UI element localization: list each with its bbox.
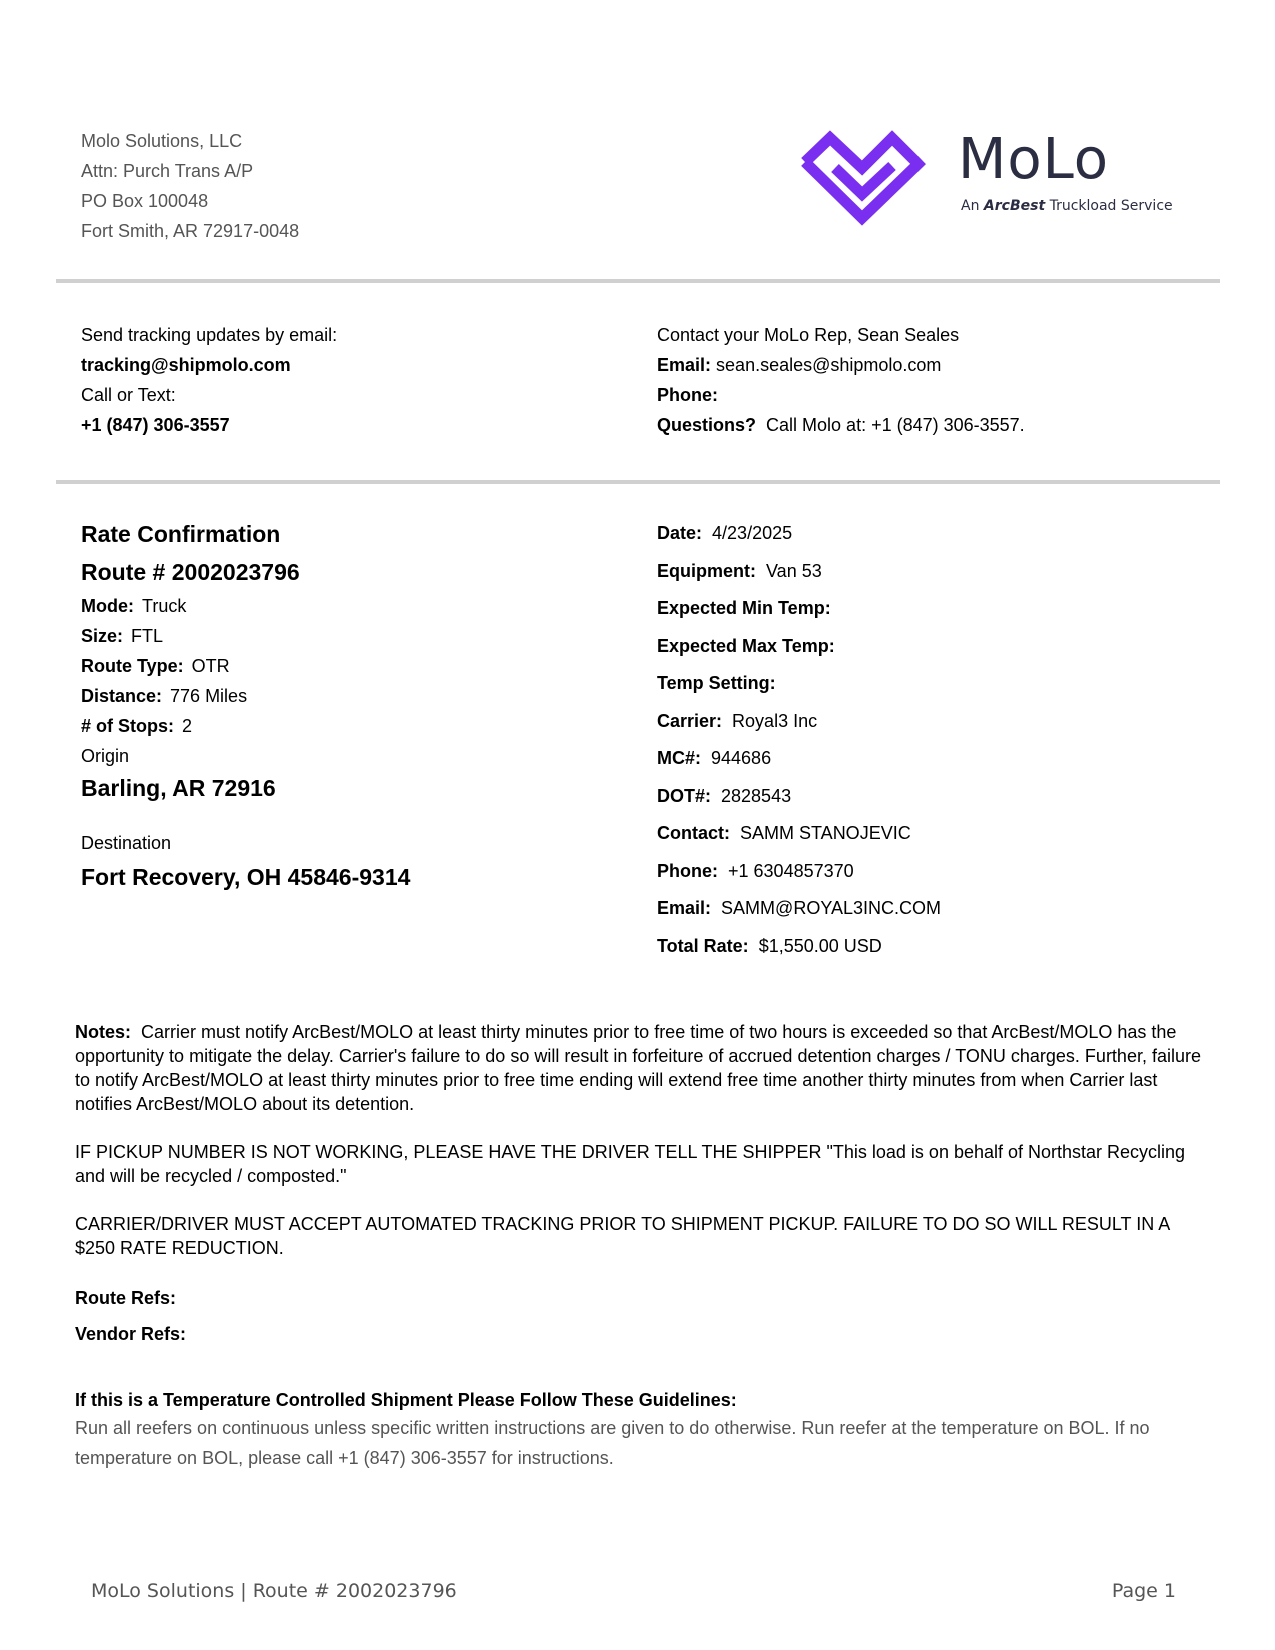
stops-label: # of Stops: <box>81 716 174 736</box>
stops-row <box>81 711 410 741</box>
rep-email-label: Email: <box>657 355 712 375</box>
rep-email[interactable]: sean.seales@shipmolo.com <box>716 355 942 375</box>
temp-setting-row <box>657 665 941 703</box>
route-number: Route # 2002023796 <box>81 559 300 585</box>
date-row <box>657 515 941 553</box>
distance-row <box>81 681 410 711</box>
logo-tagline-prefix: An <box>961 198 980 214</box>
shipment-details <box>657 515 941 965</box>
equipment-row <box>657 553 941 591</box>
mc-label: MC#: <box>657 748 701 768</box>
destination-label: Destination <box>81 833 172 853</box>
molo-logo-mark-icon <box>800 130 940 230</box>
guidelines-title: If this is a Temperature Controlled Shipment Please Follow These Guidelines: <box>75 1390 737 1410</box>
min-temp-label: Expected Min Temp: <box>657 598 831 618</box>
origin-label: Origin <box>81 746 130 766</box>
size-value: FTL <box>131 626 164 646</box>
footer-left: MoLo Solutions | Route # 2002023796 <box>91 1580 457 1602</box>
date-value: 4/23/2025 <box>712 523 793 543</box>
vendor-refs-label: Vendor Refs: <box>75 1324 187 1344</box>
max-temp-row <box>657 628 941 666</box>
rep-intro: Contact your MoLo Rep, Sean Seales <box>657 325 960 345</box>
route-type-label: Route Type: <box>81 656 184 676</box>
address-line-1: Molo Solutions, LLC <box>81 131 243 151</box>
equipment-value: Van 53 <box>766 560 822 581</box>
tracking-info <box>81 320 337 440</box>
destination-location: Fort Recovery, OH 45846-9314 <box>81 864 411 890</box>
route-type-value: OTR <box>191 656 230 676</box>
mode-value: Truck <box>142 596 187 616</box>
divider-top <box>56 279 1220 283</box>
route-refs-label: Route Refs: <box>75 1288 177 1308</box>
molo-logo <box>800 127 1180 230</box>
address-line-4: Fort Smith, AR 72917-0048 <box>81 221 300 241</box>
carrier-value: Royal3 Inc <box>732 710 818 731</box>
company-address <box>81 126 299 246</box>
dot-row <box>657 778 941 816</box>
rep-questions-row <box>657 410 1025 440</box>
min-temp-row <box>657 590 941 628</box>
divider-middle <box>56 480 1220 484</box>
carrier-email-label: Email: <box>657 898 712 918</box>
notes-paragraph-2: IF PICKUP NUMBER IS NOT WORKING, PLEASE HAVE THE DRIVER TELL THE SHIPPER "This load is on behalf of Northstar Recycling and will be recycled / composted." <box>75 1142 1186 1186</box>
mode-row <box>81 591 410 621</box>
rep-questions-label: Questions? <box>657 415 757 435</box>
notes-label: Notes: <box>75 1022 132 1042</box>
max-temp-label: Expected Max Temp: <box>657 635 835 656</box>
notes-paragraph-3: CARRIER/DRIVER MUST ACCEPT AUTOMATED TRACKING PRIOR TO SHIPMENT PICKUP. FAILURE TO DO SO WILL RESULT IN A $250 RATE REDUCTION. <box>75 1214 1170 1258</box>
footer-page-number: Page 1 <box>1111 1580 1176 1602</box>
equipment-label: Equipment: <box>657 560 756 581</box>
guidelines-text: Run all reefers on continuous unless specific written instructions are given to do otherwise. Run reefer at the temperature on BOL. If no temperature on BOL, please call +1 (847) 306-3557 for instructions. <box>75 1418 1150 1468</box>
mode-label: Mode: <box>81 596 134 616</box>
logo-tagline-suffix: Truckload Service <box>1049 198 1173 214</box>
notes-text-1: Carrier must notify ArcBest/MOLO at least thirty minutes prior to free time of two hours is exceeded so that ArcBest/MOLO has the opportunity to mitigate the delay. Carrier's failure to do so will result in forfeiture of accrued detention charges / TONU charges. Further, failure to notify ArcBest/MOLO at least thirty minutes prior to free time ending will extend free time another thirty minutes from when Carrier last notifies ArcBest/MOLO about its detention. <box>75 1022 1201 1114</box>
rep-phone-label: Phone: <box>657 385 718 405</box>
carrier-email-value[interactable]: SAMM@ROYAL3INC.COM <box>721 898 942 918</box>
rep-phone-row <box>657 380 1025 410</box>
total-rate-value: $1,550.00 USD <box>758 935 882 956</box>
carrier-phone-label: Phone: <box>657 860 718 881</box>
notes-paragraph-1 <box>75 1020 1210 1116</box>
tracking-phone[interactable]: +1 (847) 306-3557 <box>81 415 230 435</box>
total-rate-label: Total Rate: <box>657 935 749 956</box>
logo-tagline <box>961 198 1173 214</box>
origin-location: Barling, AR 72916 <box>81 775 276 801</box>
route-type-row <box>81 651 410 681</box>
route-summary <box>81 515 410 891</box>
carrier-phone-row <box>657 853 941 891</box>
size-label: Size: <box>81 626 124 646</box>
tracking-call-text: Call or Text: <box>81 385 176 405</box>
address-line-3: PO Box 100048 <box>81 191 209 211</box>
document-title: Rate Confirmation <box>81 521 281 547</box>
dot-label: DOT#: <box>657 785 711 806</box>
distance-value: 776 Miles <box>170 686 248 706</box>
rep-questions-text: Call Molo at: +1 (847) 306-3557. <box>766 415 1025 435</box>
mc-row <box>657 740 941 778</box>
carrier-email-row <box>657 890 941 928</box>
total-rate-row <box>657 928 941 966</box>
date-label: Date: <box>657 523 703 543</box>
tracking-intro: Send tracking updates by email: <box>81 325 338 345</box>
logo-tagline-brand: ArcBest <box>983 198 1046 214</box>
carrier-label: Carrier: <box>657 710 723 731</box>
contact-value: SAMM STANOJEVIC <box>740 823 911 843</box>
contact-row <box>657 815 941 853</box>
dot-value: 2828543 <box>721 785 792 806</box>
notes-section <box>75 1020 1210 1284</box>
logo-wordmark: MoLo <box>958 127 1110 192</box>
size-row <box>81 621 410 651</box>
stops-value: 2 <box>182 716 193 736</box>
rep-info <box>657 320 1025 440</box>
temp-setting-label: Temp Setting: <box>657 673 776 693</box>
carrier-row <box>657 703 941 741</box>
distance-label: Distance: <box>81 686 163 706</box>
tracking-email[interactable]: tracking@shipmolo.com <box>81 355 291 375</box>
carrier-phone-value[interactable]: +1 6304857370 <box>728 860 854 881</box>
contact-label: Contact: <box>657 823 730 843</box>
address-line-2: Attn: Purch Trans A/P <box>81 161 254 181</box>
mc-value: 944686 <box>711 748 772 768</box>
rep-email-row <box>657 350 1025 380</box>
